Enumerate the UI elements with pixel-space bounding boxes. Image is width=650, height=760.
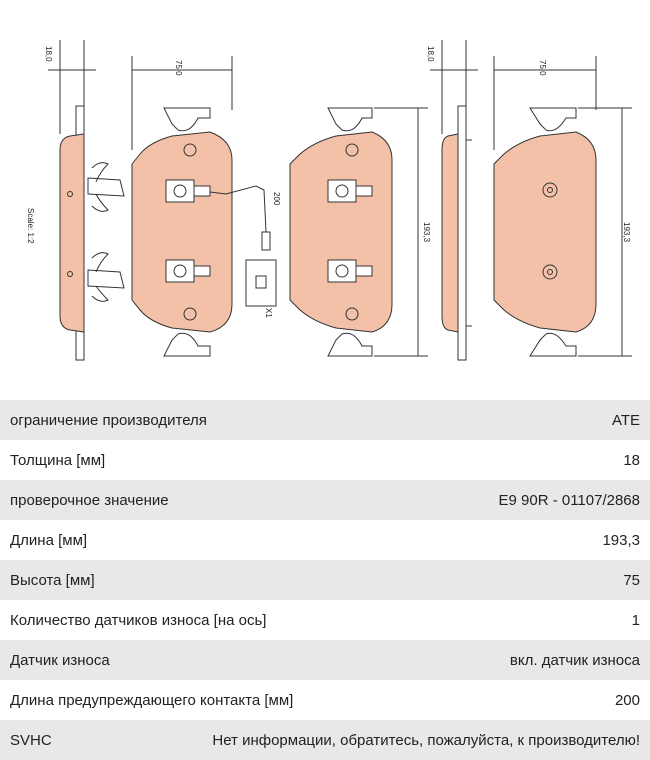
dimension-thickness-left [48, 40, 96, 134]
sensor-connector-label: X1 [264, 308, 273, 318]
spec-label: Длина предупреждающего контакта [мм] [10, 691, 294, 709]
spec-label: ограничение производителя [10, 411, 207, 429]
dim-width-left-label: 75,0 [174, 60, 183, 76]
spec-value: 1 [631, 611, 640, 629]
spec-label: Толщина [мм] [10, 451, 106, 469]
spec-table [0, 400, 650, 760]
side-view-right [442, 106, 472, 360]
dim-length-mid-label: 193,3 [422, 222, 431, 243]
dim-thickness-right-label: 18,0 [426, 46, 435, 62]
spec-row-height [0, 560, 650, 600]
spec-row-manufacturer-restriction [0, 400, 650, 440]
spec-value: Нет информации, обратитесь, пожалуйста, к производителю! [212, 731, 640, 749]
spec-row-length [0, 520, 650, 560]
pad-front-with-sensor [132, 108, 276, 356]
scale-label: Scale: 1:2 [26, 208, 35, 244]
spec-row-wear-sensor [0, 640, 650, 680]
spec-label: Длина [мм] [10, 531, 88, 549]
spec-value: 200 [614, 691, 640, 709]
spec-label: SVHC [10, 731, 52, 749]
dim-thickness-left-label: 18,0 [44, 46, 53, 62]
spec-label: проверочное значение [10, 491, 169, 509]
spec-row-warning-contact-length [0, 680, 650, 720]
sensor-length-label: 200 [272, 192, 281, 206]
dim-width-right-label: 75,0 [538, 60, 547, 76]
spec-value: E9 90R - 01107/2868 [498, 491, 640, 509]
dim-length-right-label: 193,3 [622, 222, 631, 243]
dimension-thickness-right [430, 40, 478, 134]
spec-value: вкл. датчик износа [509, 651, 640, 669]
spec-label: Количество датчиков износа [на ось] [10, 611, 267, 629]
spec-label: Высота [мм] [10, 571, 95, 589]
spec-label: Датчик износа [10, 651, 110, 669]
spec-value: 193,3 [602, 531, 640, 549]
spec-row-test-mark [0, 480, 650, 520]
side-view-left [60, 106, 124, 360]
spec-value: 18 [623, 451, 640, 469]
spec-value: ATE [611, 411, 640, 429]
pad-front-plain [290, 108, 392, 356]
spec-row-wear-sensor-count [0, 600, 650, 640]
spec-value: 75 [623, 571, 640, 589]
spec-row-svhc [0, 720, 650, 760]
spec-row-thickness [0, 440, 650, 480]
pad-back [494, 108, 596, 356]
